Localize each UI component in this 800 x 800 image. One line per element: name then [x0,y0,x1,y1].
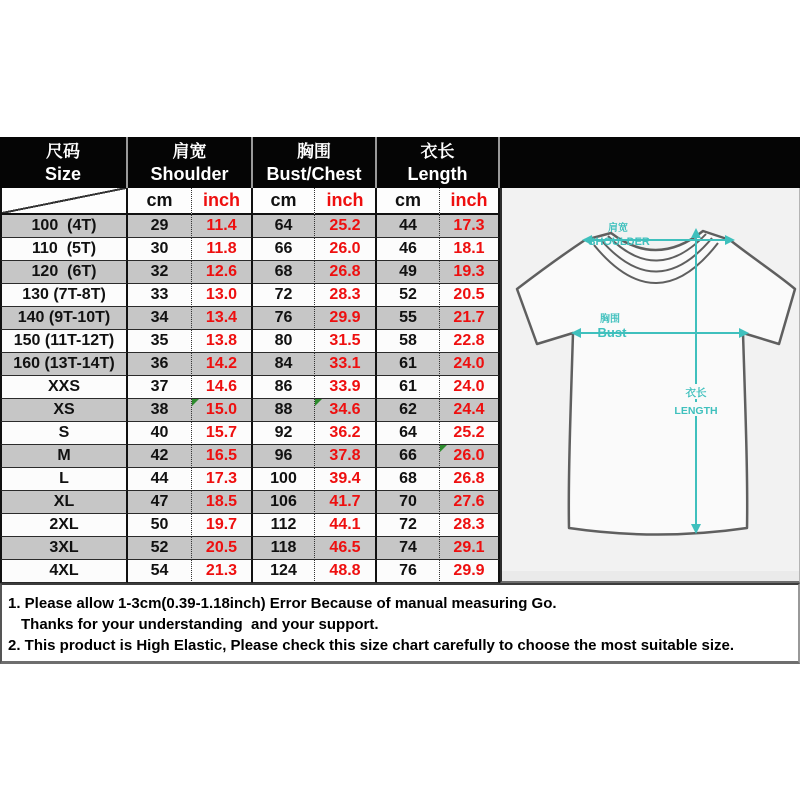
value-cell: 61 [377,353,440,376]
value-cell: 66 [377,445,440,468]
value-cell: 70 [377,491,440,514]
table-row [0,537,500,560]
value-cell: 17.3 [192,468,253,491]
value-cell: 52 [377,284,440,307]
value-cell: 38 [128,399,192,422]
value-cell: 14.6 [192,376,253,399]
value-cell: 11.4 [192,215,253,238]
value-cell: 22.8 [440,330,500,353]
value-cell: 118 [253,537,315,560]
value-cell: 64 [377,422,440,445]
header-shoulder-en: Shoulder [150,163,229,184]
table-header-band [0,137,800,188]
value-cell: 84 [253,353,315,376]
value-cell: 29.9 [315,307,377,330]
unit-row [0,188,500,215]
value-cell: 32 [128,261,192,284]
value-cell: 35 [128,330,192,353]
header-length-en: Length [407,163,468,184]
header-length-zh: 衣长 [420,141,455,161]
value-cell: 36 [128,353,192,376]
table-row [0,238,500,261]
value-cell: 66 [253,238,315,261]
value-cell: 55 [377,307,440,330]
value-cell: 72 [253,284,315,307]
value-cell: 34 [128,307,192,330]
value-cell: 124 [253,560,315,583]
size-cell: 3XL [0,537,128,560]
size-cell: XL [0,491,128,514]
unit-inch-cell: inch [315,188,377,215]
value-cell: 27.6 [440,491,500,514]
value-cell: 29.1 [440,537,500,560]
value-cell: 61 [377,376,440,399]
size-cell: M [0,445,128,468]
value-cell: 58 [377,330,440,353]
value-cell: 44.1 [315,514,377,537]
value-cell: 13.8 [192,330,253,353]
table-row [0,399,500,422]
table-row [0,284,500,307]
table-row [0,330,500,353]
header-shoulder [128,137,253,188]
size-cell: 130 (7T-8T) [0,284,128,307]
value-cell: 26.0 [440,445,500,468]
shoulder-label-zh: 肩宽 [608,223,628,234]
header-size-zh: 尺码 [46,141,80,161]
value-cell: 24.4 [440,399,500,422]
header-size-en: Size [44,163,82,184]
table-row [0,353,500,376]
size-cell: 2XL [0,514,128,537]
table-row [0,422,500,445]
value-cell: 44 [377,215,440,238]
value-cell: 112 [253,514,315,537]
value-cell: 106 [253,491,315,514]
unit-inch-cell: inch [440,188,500,215]
shoulder-label-en: SHOULDER [588,236,650,248]
value-cell: 33.9 [315,376,377,399]
value-cell: 54 [128,560,192,583]
length-label-en: LENGTH [674,405,718,417]
value-cell: 21.7 [440,307,500,330]
note-line-2: Thanks for your understanding and your support. [21,616,379,633]
value-cell: 64 [253,215,315,238]
value-cell: 25.2 [315,215,377,238]
value-cell: 100 [253,468,315,491]
table-row [0,445,500,468]
header-bust-zh: 胸围 [297,141,331,161]
value-cell: 29.9 [440,560,500,583]
value-cell: 39.4 [315,468,377,491]
value-cell: 24.0 [440,376,500,399]
value-cell: 50 [128,514,192,537]
table-row [0,261,500,284]
size-cell: 140 (9T-10T) [0,307,128,330]
table-row [0,514,500,537]
table-row [0,376,500,399]
notes-box [0,583,800,664]
value-cell: 20.5 [192,537,253,560]
value-cell: 11.8 [192,238,253,261]
value-cell: 68 [253,261,315,284]
bust-label-zh: 胸围 [600,314,620,325]
value-cell: 25.2 [440,422,500,445]
value-cell: 28.3 [440,514,500,537]
value-cell: 74 [377,537,440,560]
header-bust-en: Bust/Chest [266,163,362,184]
value-cell: 14.2 [192,353,253,376]
value-cell: 44 [128,468,192,491]
value-cell: 37.8 [315,445,377,468]
size-table [0,188,500,583]
value-cell: 28.3 [315,284,377,307]
value-cell: 13.0 [192,284,253,307]
value-cell: 41.7 [315,491,377,514]
value-cell: 18.1 [440,238,500,261]
header-shoulder-zh: 肩宽 [172,141,207,161]
size-cell: 4XL [0,560,128,583]
value-cell: 24.0 [440,353,500,376]
table-row [0,468,500,491]
value-cell: 76 [253,307,315,330]
table-row [0,215,500,238]
unit-cm-cell: cm [128,188,192,215]
size-cell: 150 (11T-12T) [0,330,128,353]
value-cell: 33 [128,284,192,307]
table-row [0,307,500,330]
value-cell: 26.8 [440,468,500,491]
value-cell: 46.5 [315,537,377,560]
header-length [377,137,500,188]
diagonal-cell [0,188,128,215]
size-cell: 110 (5T) [0,238,128,261]
value-cell: 40 [128,422,192,445]
tshirt-drawing [502,188,799,581]
value-cell: 68 [377,468,440,491]
value-cell: 21.3 [192,560,253,583]
value-cell: 33.1 [315,353,377,376]
length-label-zh: 衣长 [685,387,707,399]
size-cell: 120 (6T) [0,261,128,284]
table-row [0,560,500,583]
value-cell: 26.0 [315,238,377,261]
header-size [0,137,128,188]
value-cell: 34.6 [315,399,377,422]
value-cell: 29 [128,215,192,238]
value-cell: 16.5 [192,445,253,468]
value-cell: 62 [377,399,440,422]
header-bust [253,137,377,188]
size-cell: XXS [0,376,128,399]
value-cell: 80 [253,330,315,353]
size-cell: S [0,422,128,445]
unit-cm-cell: cm [377,188,440,215]
value-cell: 36.2 [315,422,377,445]
value-cell: 19.7 [192,514,253,537]
header-filler [500,137,800,188]
value-cell: 52 [128,537,192,560]
value-cell: 49 [377,261,440,284]
note-line-3: 2. This product is High Elastic, Please check this size chart carefully to choose the most suitable size. [8,637,735,654]
table-body [0,215,500,583]
value-cell: 47 [128,491,192,514]
tshirt-diagram [500,188,800,583]
value-cell: 31.5 [315,330,377,353]
size-cell: 100 (4T) [0,215,128,238]
value-cell: 37 [128,376,192,399]
value-cell: 46 [377,238,440,261]
value-cell: 42 [128,445,192,468]
unit-cm-cell: cm [253,188,315,215]
value-cell: 18.5 [192,491,253,514]
unit-inch-cell: inch [192,188,253,215]
bust-label-en: Bust [597,325,627,340]
value-cell: 15.7 [192,422,253,445]
value-cell: 13.4 [192,307,253,330]
value-cell: 26.8 [315,261,377,284]
value-cell: 92 [253,422,315,445]
size-cell: L [0,468,128,491]
value-cell: 72 [377,514,440,537]
size-cell: XS [0,399,128,422]
value-cell: 76 [377,560,440,583]
value-cell: 96 [253,445,315,468]
value-cell: 19.3 [440,261,500,284]
value-cell: 86 [253,376,315,399]
value-cell: 12.6 [192,261,253,284]
value-cell: 30 [128,238,192,261]
value-cell: 20.5 [440,284,500,307]
table-row [0,491,500,514]
size-cell: 160 (13T-14T) [0,353,128,376]
value-cell: 17.3 [440,215,500,238]
value-cell: 48.8 [315,560,377,583]
note-line-1: 1. Please allow 1-3cm(0.39-1.18inch) Error Because of manual measuring Go. [8,595,557,612]
value-cell: 88 [253,399,315,422]
value-cell: 15.0 [192,399,253,422]
tshirt-outline [517,231,795,535]
